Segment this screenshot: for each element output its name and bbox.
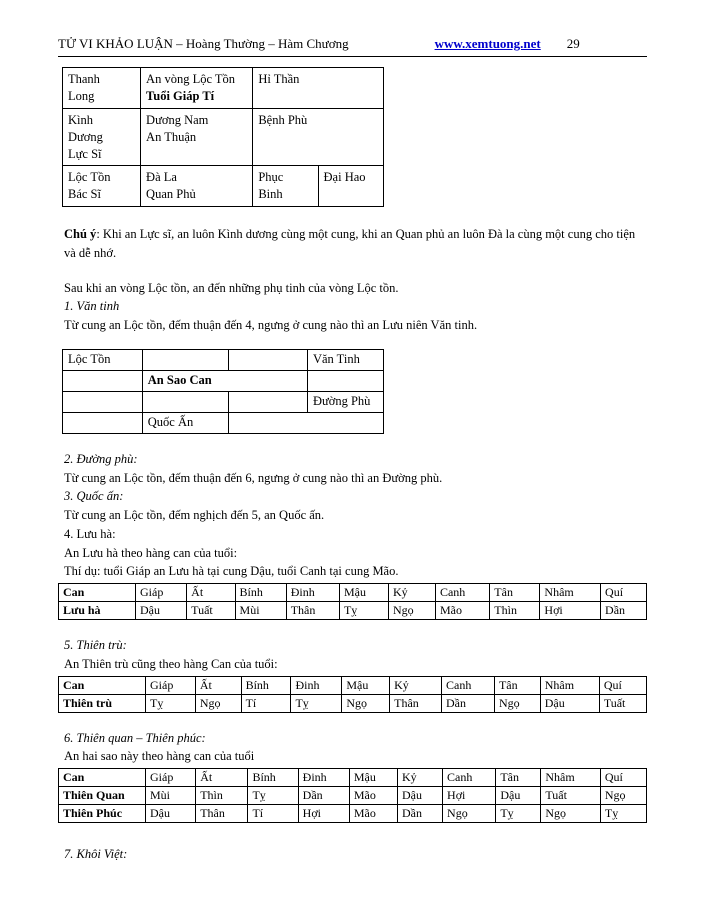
cell-can-header: Can <box>59 769 146 787</box>
cell-hi-than: Hỉ Thần <box>253 68 384 109</box>
cell-empty <box>63 391 143 412</box>
cell-tuoi-giap-ti: Tuổi Giáp Tí <box>146 88 215 103</box>
cell-empty <box>228 391 307 412</box>
header-divider <box>58 56 647 57</box>
cell-chi: Dậu <box>496 787 541 805</box>
cell-can-header: Can <box>59 584 136 602</box>
note-chu-y <box>64 225 647 263</box>
cell-chi: Mùi <box>146 787 196 805</box>
cell-thien-phuc-header: Thiên Phúc <box>59 805 146 823</box>
table-row <box>59 769 647 787</box>
cell-chi: Mão <box>349 805 397 823</box>
cell-da-la-quan-phu: Đà La Quan Phủ <box>141 166 253 207</box>
table-thien-tru <box>58 676 647 713</box>
chu-y-label: Chú ý <box>64 227 97 242</box>
cell-loc-ton-bac-si: Lộc Tồn Bác Sĩ <box>63 166 141 207</box>
cell-chi: Thìn <box>196 787 248 805</box>
cell-can: Nhâm <box>540 676 599 694</box>
cell-can: Mậu <box>342 676 390 694</box>
page-header <box>58 36 647 52</box>
cell-thien-tru-header: Thiên trù <box>59 694 146 712</box>
cell-can: Đinh <box>286 584 339 602</box>
table-row <box>63 349 384 370</box>
cell-can: Tân <box>490 584 540 602</box>
paragraph-thien-tru: An Thiên trù cũng theo hàng Can của tuổi: <box>64 656 278 671</box>
cell-chi: Hợi <box>298 805 349 823</box>
heading-khoi-viet: 7. Khôi Việt: <box>64 847 128 862</box>
cell-empty <box>63 370 143 391</box>
cell-can: Ất <box>195 676 241 694</box>
cell-empty <box>228 412 383 433</box>
heading-duong-phu: 2. Đường phù: <box>64 451 138 466</box>
paragraph-duong-phu: Từ cung an Lộc tồn, đếm thuận đến 6, ngưng ở cung nào thì an Đường phù. <box>64 470 443 485</box>
table-row <box>59 584 647 602</box>
cell-empty <box>142 391 228 412</box>
cell-can: Quí <box>600 769 646 787</box>
cell-can: Canh <box>442 676 495 694</box>
cell-chi: Thân <box>390 694 442 712</box>
cell-can: Tân <box>494 676 540 694</box>
page-number: 29 <box>566 36 580 51</box>
cell-can: Đinh <box>291 676 342 694</box>
cell-chi: Dần <box>442 694 495 712</box>
cell-chi: Tí <box>248 805 298 823</box>
table-row <box>59 602 647 620</box>
cell-chi: Ngọ <box>541 805 601 823</box>
cell-can-header: Can <box>59 676 146 694</box>
cell-can: Canh <box>435 584 489 602</box>
cell-can: Mậu <box>339 584 388 602</box>
cell-dai-hao: Đại Hao <box>318 166 383 207</box>
paragraph-luu-ha: An Lưu hà theo hàng can của tuổi: <box>64 545 238 560</box>
chu-y-text: : Khi an Lực sĩ, an luôn Kình dương cùng một cung, khi an Quan phủ an luôn Đà la cùng một cung cho tiện và dễ nhớ. <box>64 227 636 260</box>
table-row <box>63 370 384 391</box>
table-row <box>59 787 647 805</box>
cell-can: Canh <box>443 769 496 787</box>
cell-chi: Tuất <box>541 787 601 805</box>
cell-chi: Ngọ <box>195 694 241 712</box>
cell-loc-ton: Lộc Tồn <box>63 349 143 370</box>
cell-chi: Tuất <box>599 694 646 712</box>
cell-chi: Ngọ <box>342 694 390 712</box>
cell-can: Kỷ <box>390 676 442 694</box>
table-an-sao-can <box>62 349 384 434</box>
heading-thien-quan-phuc: 6. Thiên quan – Thiên phúc: <box>64 730 206 745</box>
header-website-link[interactable]: www.xemtuong.net <box>434 36 541 51</box>
cell-can: Quí <box>601 584 647 602</box>
table-row <box>63 166 384 207</box>
table-luu-ha <box>58 583 647 620</box>
cell-chi: Tuất <box>187 602 235 620</box>
table-row <box>63 68 384 109</box>
cell-kinh-duong-luc-si: Kình Dương Lực Sĩ <box>63 108 141 166</box>
cell-chi: Dậu <box>398 787 443 805</box>
cell-can: Nhâm <box>540 584 601 602</box>
cell-can: Mậu <box>349 769 397 787</box>
cell-thanh-long: Thanh Long <box>63 68 141 109</box>
cell-phuc-binh: Phục Binh <box>253 166 318 207</box>
cell-chi: Hợi <box>443 787 496 805</box>
cell-can: Kỷ <box>389 584 436 602</box>
cell-can: Bính <box>235 584 286 602</box>
cell-chi: Mão <box>435 602 489 620</box>
cell-can: Giáp <box>146 676 196 694</box>
cell-chi: Tỵ <box>339 602 388 620</box>
table-thien-quan-phuc <box>58 768 647 823</box>
cell-can: Quí <box>599 676 646 694</box>
cell-can: Ất <box>187 584 235 602</box>
cell-chi: Dậu <box>540 694 599 712</box>
cell-chi: Mão <box>349 787 397 805</box>
cell-chi: Hợi <box>540 602 601 620</box>
paragraph-thien-quan-phuc: An hai sao này theo hàng can của tuổi <box>64 749 255 764</box>
cell-chi: Thìn <box>490 602 540 620</box>
cell-benh-phu: Bệnh Phù <box>253 108 384 166</box>
table-row <box>63 391 384 412</box>
cell-chi: Tỵ <box>248 787 298 805</box>
heading-thien-tru: 5. Thiên trù: <box>64 638 127 653</box>
table-row <box>59 676 647 694</box>
cell-can: Giáp <box>136 584 187 602</box>
cell-thien-quan-header: Thiên Quan <box>59 787 146 805</box>
cell-chi: Ngọ <box>494 694 540 712</box>
cell-empty <box>63 412 143 433</box>
cell-can: Tân <box>496 769 541 787</box>
cell-can: Giáp <box>146 769 196 787</box>
cell-chi: Dần <box>601 602 647 620</box>
table-row <box>63 412 384 433</box>
cell-can: Nhâm <box>541 769 601 787</box>
cell-can: Đinh <box>298 769 349 787</box>
cell-chi: Dậu <box>136 602 187 620</box>
cell-empty <box>307 370 383 391</box>
cell-chi: Ngọ <box>600 787 646 805</box>
cell-van-tinh: Văn Tinh <box>307 349 383 370</box>
cell-luu-ha-header: Lưu hà <box>59 602 136 620</box>
cell-chi: Thân <box>196 805 248 823</box>
cell-can: Bính <box>241 676 291 694</box>
cell-empty <box>142 349 228 370</box>
heading-luu-ha: 4. Lưu hà: <box>64 526 116 541</box>
cell-duong-nam-an-thuan: Dương Nam An Thuận <box>141 108 253 166</box>
cell-chi: Tí <box>241 694 291 712</box>
cell-chi: Tỵ <box>600 805 646 823</box>
header-title: TỬ VI KHẢO LUẬN – Hoàng Thường – Hàm Chương <box>58 36 349 51</box>
paragraph-luu-ha-example: Thí dụ: tuổi Giáp an Lưu hà tại cung Dậu, tuổi Canh tại cung Mão. <box>64 564 399 579</box>
cell-quoc-an: Quốc Ấn <box>142 412 228 433</box>
cell-an-sao-can: An Sao Can <box>142 370 307 391</box>
cell-chi: Mùi <box>235 602 286 620</box>
cell-duong-phu: Đường Phù <box>307 391 383 412</box>
paragraph-van-tinh: Từ cung an Lộc tồn, đếm thuận đến 4, ngưng ở cung nào thì an Lưu niên Văn tinh. <box>64 318 478 333</box>
cell-can: Ất <box>196 769 248 787</box>
paragraph-quoc-an: Từ cung an Lộc tồn, đếm nghịch đến 5, an Quốc ấn. <box>64 508 325 523</box>
paragraph-sau-khi: Sau khi an vòng Lộc tồn, an đến những phụ tinh của vòng Lộc tồn. <box>64 280 399 295</box>
cell-chi: Thân <box>286 602 339 620</box>
cell-can: Bính <box>248 769 298 787</box>
cell-chi: Ngọ <box>389 602 436 620</box>
cell-chi: Dần <box>298 787 349 805</box>
table-vong-loc-ton <box>62 67 384 207</box>
heading-quoc-an: 3. Quốc ấn: <box>64 489 124 504</box>
cell-chi: Tỵ <box>146 694 196 712</box>
table-row <box>59 694 647 712</box>
cell-an-vong-loc-ton: An vòng Lộc Tồn Tuổi Giáp Tí <box>141 68 253 109</box>
table-row <box>63 108 384 166</box>
cell-chi: Tỵ <box>291 694 342 712</box>
heading-van-tinh: 1. Văn tinh <box>64 299 120 314</box>
cell-chi: Tỵ <box>496 805 541 823</box>
cell-chi: Ngọ <box>443 805 496 823</box>
cell-can: Kỷ <box>398 769 443 787</box>
cell-chi: Dần <box>398 805 443 823</box>
cell-empty <box>228 349 307 370</box>
table-row <box>59 805 647 823</box>
cell-chi: Dậu <box>146 805 196 823</box>
